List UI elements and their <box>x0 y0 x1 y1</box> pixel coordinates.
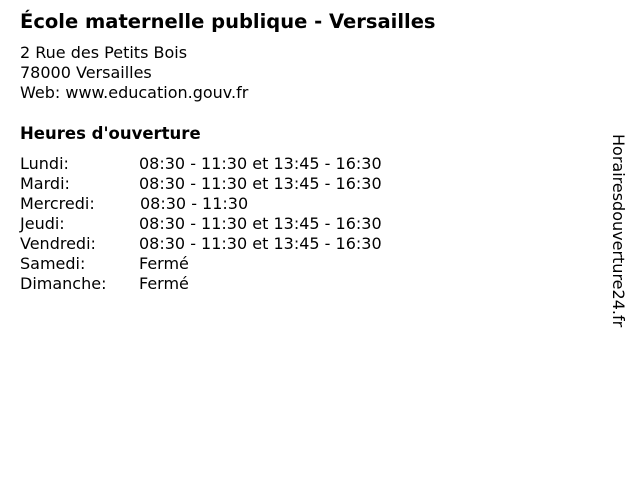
day-label: Mardi: <box>20 174 70 193</box>
hours-row-jeudi <box>20 214 440 234</box>
page-title: École maternelle publique - Versailles <box>20 10 436 33</box>
time-value: 08:30 - 11:30 <box>140 194 249 213</box>
time-value: Fermé <box>139 274 189 293</box>
hours-heading: Heures d'ouverture <box>20 124 201 143</box>
day-label: Jeudi: <box>20 214 65 233</box>
time-value: 08:30 - 11:30 et 13:45 - 16:30 <box>139 234 382 253</box>
hours-row-vendredi <box>20 234 440 254</box>
day-label: Samedi: <box>20 254 86 273</box>
hours-row-lundi <box>20 154 440 174</box>
day-label: Lundi: <box>20 154 69 173</box>
site-brand-watermark: Horairesdouverture24.fr <box>609 134 628 328</box>
hours-row-mercredi <box>20 194 440 214</box>
hours-table <box>20 154 440 294</box>
time-value: Fermé <box>139 254 189 273</box>
day-label: Mercredi: <box>20 194 95 213</box>
day-label: Dimanche: <box>20 274 107 293</box>
address-web: Web: www.education.gouv.fr <box>20 83 249 102</box>
hours-row-mardi <box>20 174 440 194</box>
day-label: Vendredi: <box>20 234 96 253</box>
hours-row-dimanche <box>20 274 440 294</box>
time-value: 08:30 - 11:30 et 13:45 - 16:30 <box>139 214 382 233</box>
address-street: 2 Rue des Petits Bois <box>20 43 188 62</box>
address-city: 78000 Versailles <box>20 63 152 82</box>
time-value: 08:30 - 11:30 et 13:45 - 16:30 <box>139 154 382 173</box>
hours-row-samedi <box>20 254 440 274</box>
time-value: 08:30 - 11:30 et 13:45 - 16:30 <box>139 174 382 193</box>
address-block <box>20 43 248 103</box>
